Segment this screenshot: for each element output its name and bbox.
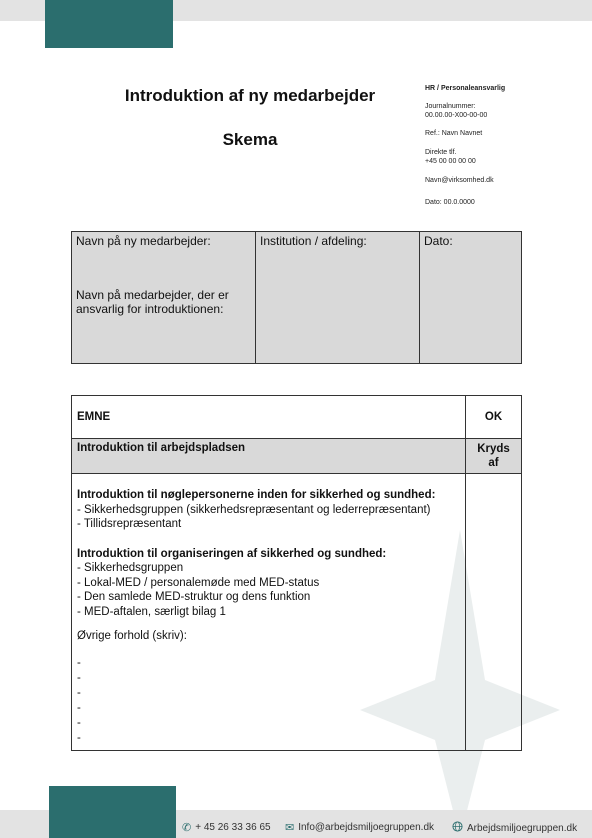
meta-date: Dato: 00.0.0000 (425, 199, 475, 206)
group1-item: - Tillidsrepræsentant (77, 518, 182, 530)
ok-header: OK (466, 396, 522, 439)
blank-line[interactable]: - (77, 656, 81, 669)
footer-phone[interactable] (182, 821, 271, 834)
bottom-accent-block (49, 786, 176, 838)
page-title: Introduktion af ny medarbejder (124, 86, 376, 105)
blank-line[interactable]: - (77, 671, 81, 684)
blank-line[interactable]: - (77, 731, 81, 744)
group2-item: - Sikkerhedsgruppen (77, 562, 184, 574)
blank-line[interactable]: - (77, 701, 81, 714)
page-subtitle: Skema (222, 130, 278, 149)
group1-item: - Sikkerhedsgruppen (sikkerhedsrepræsentant og lederrepræsentant) (77, 503, 431, 516)
other-label: Øvrige forhold (skriv): (77, 630, 187, 642)
footer-web-text: Arbejdsmiljoegruppen.dk (467, 822, 578, 834)
meta-phone-value: +45 00 00 00 00 (425, 158, 476, 165)
blank-line[interactable]: - (77, 716, 81, 729)
employee-name-cell[interactable] (72, 232, 256, 364)
institution-label: Institution / afdeling: (260, 234, 367, 248)
responsible-label: Navn på medarbejder, der er ansvarlig for introduktionen: (76, 288, 229, 316)
section-title: Introduktion til arbejdspladsen (72, 439, 466, 474)
group2-title: Introduktion til organiseringen af sikkerhed og sundhed: (77, 547, 387, 560)
meta-journal-value: 00.00.00-X00-00-00 (425, 112, 488, 119)
meta-email: Navn@virksomhed.dk (425, 177, 494, 184)
group1-title: Introduktion til nøglepersonerne inden for sikkerhed og sundhed: (77, 489, 436, 501)
footer-web[interactable] (452, 821, 577, 835)
checklist-body (72, 474, 466, 751)
institution-cell[interactable] (256, 232, 420, 364)
employee-name-label: Navn på ny medarbejder: (76, 234, 211, 248)
globe-icon (452, 821, 463, 835)
blank-line[interactable]: - (77, 686, 81, 699)
date-cell[interactable] (420, 232, 522, 364)
footer-phone-text: + 45 26 33 36 65 (195, 822, 271, 833)
date-label: Dato: (424, 234, 453, 248)
meta-ref: Ref.: Navn Navnet (425, 130, 483, 137)
ok-checkbox-cell[interactable] (466, 474, 522, 751)
footer-email[interactable] (285, 821, 434, 834)
meta-journal-label: Journalnummer: (425, 103, 476, 110)
check-label: Kryds af (466, 439, 522, 474)
checklist-table (71, 395, 522, 751)
subject-header: EMNE (72, 396, 466, 439)
group2-item: - Den samlede MED-struktur og dens funktion (77, 591, 311, 603)
meta-phone-label: Direkte tlf. (425, 149, 457, 156)
envelope-icon: ✉ (285, 822, 295, 834)
meta-role: HR / Personaleansvarlig (425, 85, 506, 92)
employee-info-table (71, 231, 522, 364)
group2-item: - Lokal-MED / personalemøde med MED-status (77, 576, 320, 589)
group2-item: - MED-aftalen, særligt bilag 1 (77, 605, 226, 618)
footer-email-text: Info@arbejdsmiljoegruppen.dk (298, 822, 435, 833)
phone-icon: ✆ (182, 822, 192, 834)
top-accent-block (45, 0, 173, 48)
